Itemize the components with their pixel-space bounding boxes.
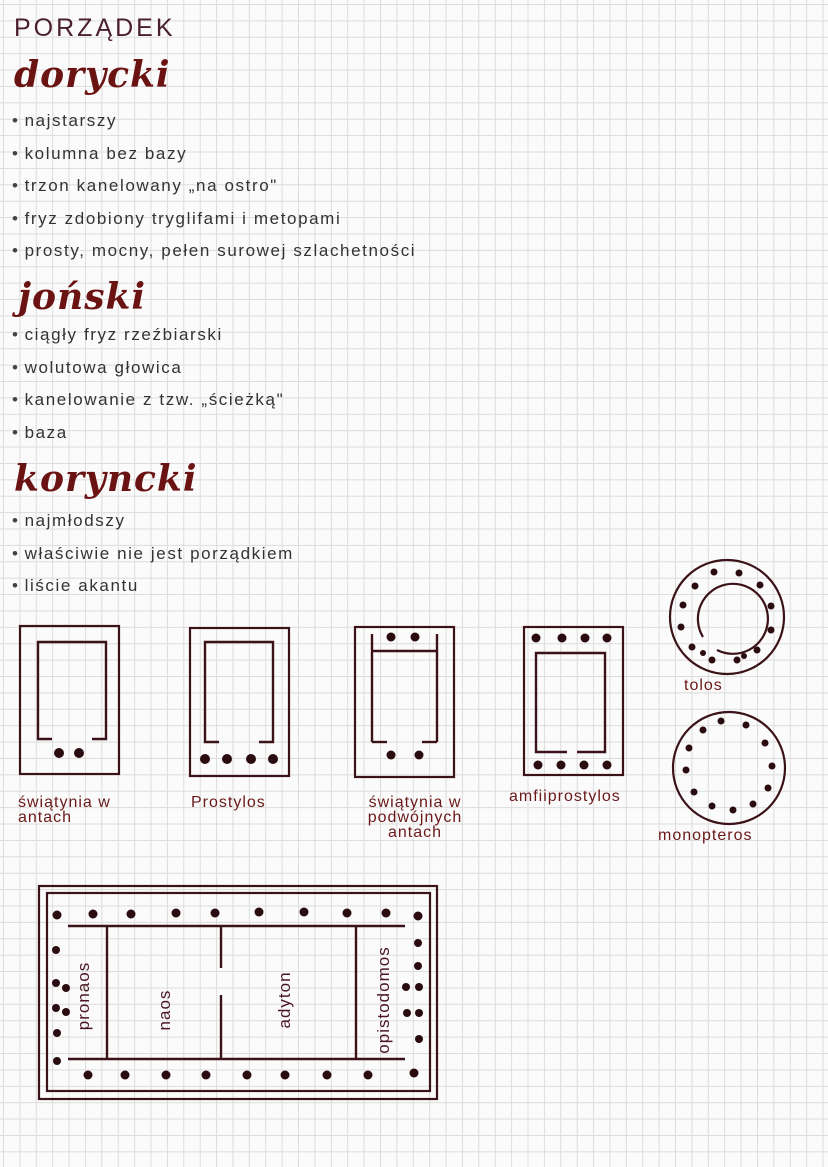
column-dot: [557, 761, 566, 770]
column-dot: [700, 727, 707, 734]
list-item: • najmłodszy: [12, 505, 294, 538]
column-dot: [603, 761, 612, 770]
amfiprostylos-label: amfiiprostylos: [509, 788, 621, 805]
column-dot: [730, 807, 737, 814]
list-item: • właściwie nie jest porządkiem: [12, 538, 294, 571]
column-dot: [415, 983, 423, 991]
column-dot: [692, 583, 699, 590]
column-dot: [691, 789, 698, 796]
list-item: • liście akantu: [12, 570, 294, 603]
list-item: • wolutowa głowica: [12, 352, 284, 385]
column-dot: [532, 634, 541, 643]
column-dot: [700, 650, 706, 656]
column-dot: [54, 748, 64, 758]
column-dot: [364, 1071, 373, 1080]
column-dot: [689, 644, 696, 651]
column-dot: [52, 946, 60, 954]
amfiprostylos-plan: [524, 627, 623, 775]
list-item: • ciągły fryz rzeźbiarski: [12, 319, 284, 352]
column-dot: [162, 1071, 171, 1080]
column-dot: [678, 624, 685, 631]
double-antis-plan: [355, 627, 454, 777]
column-dot: [202, 1071, 211, 1080]
column-dot: [410, 1069, 419, 1078]
list-item: • prosty, mocny, pełen surowej szlachetności: [12, 235, 416, 268]
monopteros-plan: [673, 712, 785, 824]
column-dot: [62, 984, 70, 992]
column-dot: [683, 767, 690, 774]
ionic-heading: joński: [18, 276, 147, 318]
column-dot: [414, 939, 422, 947]
column-dot: [769, 763, 776, 770]
column-dot: [200, 754, 210, 764]
column-dot: [268, 754, 278, 764]
column-dot: [382, 909, 391, 918]
opistodomos-label: opistodomos: [374, 946, 393, 1054]
naos-label: naos: [155, 989, 174, 1031]
adyton-label: adyton: [275, 971, 294, 1029]
column-dot: [754, 647, 761, 654]
column-dot: [680, 602, 687, 609]
column-dot: [757, 582, 764, 589]
column-dot: [581, 634, 590, 643]
tolos-label: tolos: [684, 677, 723, 694]
corinthian-heading: koryncki: [14, 458, 198, 500]
column-dot: [255, 908, 264, 917]
column-dot: [121, 1071, 130, 1080]
prostylos-label: Prostylos: [191, 794, 266, 811]
column-dot: [718, 718, 725, 725]
list-item: • baza: [12, 417, 284, 450]
column-dot: [211, 909, 220, 918]
column-dot: [53, 1057, 61, 1065]
column-dot: [768, 627, 775, 634]
column-dot: [172, 909, 181, 918]
column-dot: [686, 745, 693, 752]
column-dot: [414, 912, 423, 921]
column-dot: [415, 1009, 423, 1017]
column-dot: [243, 1071, 252, 1080]
column-dot: [402, 983, 410, 991]
column-dot: [762, 740, 769, 747]
column-dot: [734, 657, 741, 664]
column-dot: [415, 751, 424, 760]
column-dot: [387, 751, 396, 760]
page-title: PORZĄDEK: [14, 14, 176, 42]
column-dot: [603, 634, 612, 643]
doric-heading: dorycki: [14, 54, 171, 96]
tolos-plan: [670, 560, 784, 674]
column-dot: [300, 908, 309, 917]
list-item: • najstarszy: [12, 105, 416, 138]
column-dot: [768, 603, 775, 610]
column-dot: [246, 754, 256, 764]
double-antis-label: świątynia w podwójnych antach: [367, 794, 463, 841]
column-dot: [534, 761, 543, 770]
list-item: • kanelowanie z tzw. „ścieżką": [12, 384, 284, 417]
list-item: • fryz zdobiony tryglifami i metopami: [12, 203, 416, 236]
column-dot: [53, 911, 62, 920]
column-dot: [736, 570, 743, 577]
column-dot: [281, 1071, 290, 1080]
column-dot: [765, 785, 772, 792]
column-dot: [741, 653, 747, 659]
pronaos-label: pronaos: [74, 961, 93, 1031]
column-dot: [89, 910, 98, 919]
column-dot: [84, 1071, 93, 1080]
column-dot: [709, 657, 716, 664]
column-dot: [53, 1029, 61, 1037]
column-dot: [52, 979, 60, 987]
column-dot: [343, 909, 352, 918]
list-item: • kolumna bez bazy: [12, 138, 416, 171]
column-dot: [222, 754, 232, 764]
column-dot: [411, 633, 420, 642]
column-dot: [580, 761, 589, 770]
column-dot: [750, 801, 757, 808]
in-antis-label: świątynia w antach: [18, 794, 111, 826]
column-dot: [62, 1008, 70, 1016]
column-dot: [127, 910, 136, 919]
column-dot: [711, 569, 718, 576]
column-dot: [709, 803, 716, 810]
column-dot: [323, 1071, 332, 1080]
column-dot: [414, 962, 422, 970]
column-dot: [52, 1004, 60, 1012]
in-antis-plan: [20, 626, 119, 774]
column-dot: [387, 633, 396, 642]
column-dot: [558, 634, 567, 643]
prostylos-plan: [190, 628, 289, 776]
column-dot: [415, 1035, 423, 1043]
column-dot: [74, 748, 84, 758]
monopteros-label: monopteros: [658, 827, 753, 844]
column-dot: [403, 1009, 411, 1017]
column-dot: [743, 722, 750, 729]
list-item: • trzon kanelowany „na ostro": [12, 170, 416, 203]
